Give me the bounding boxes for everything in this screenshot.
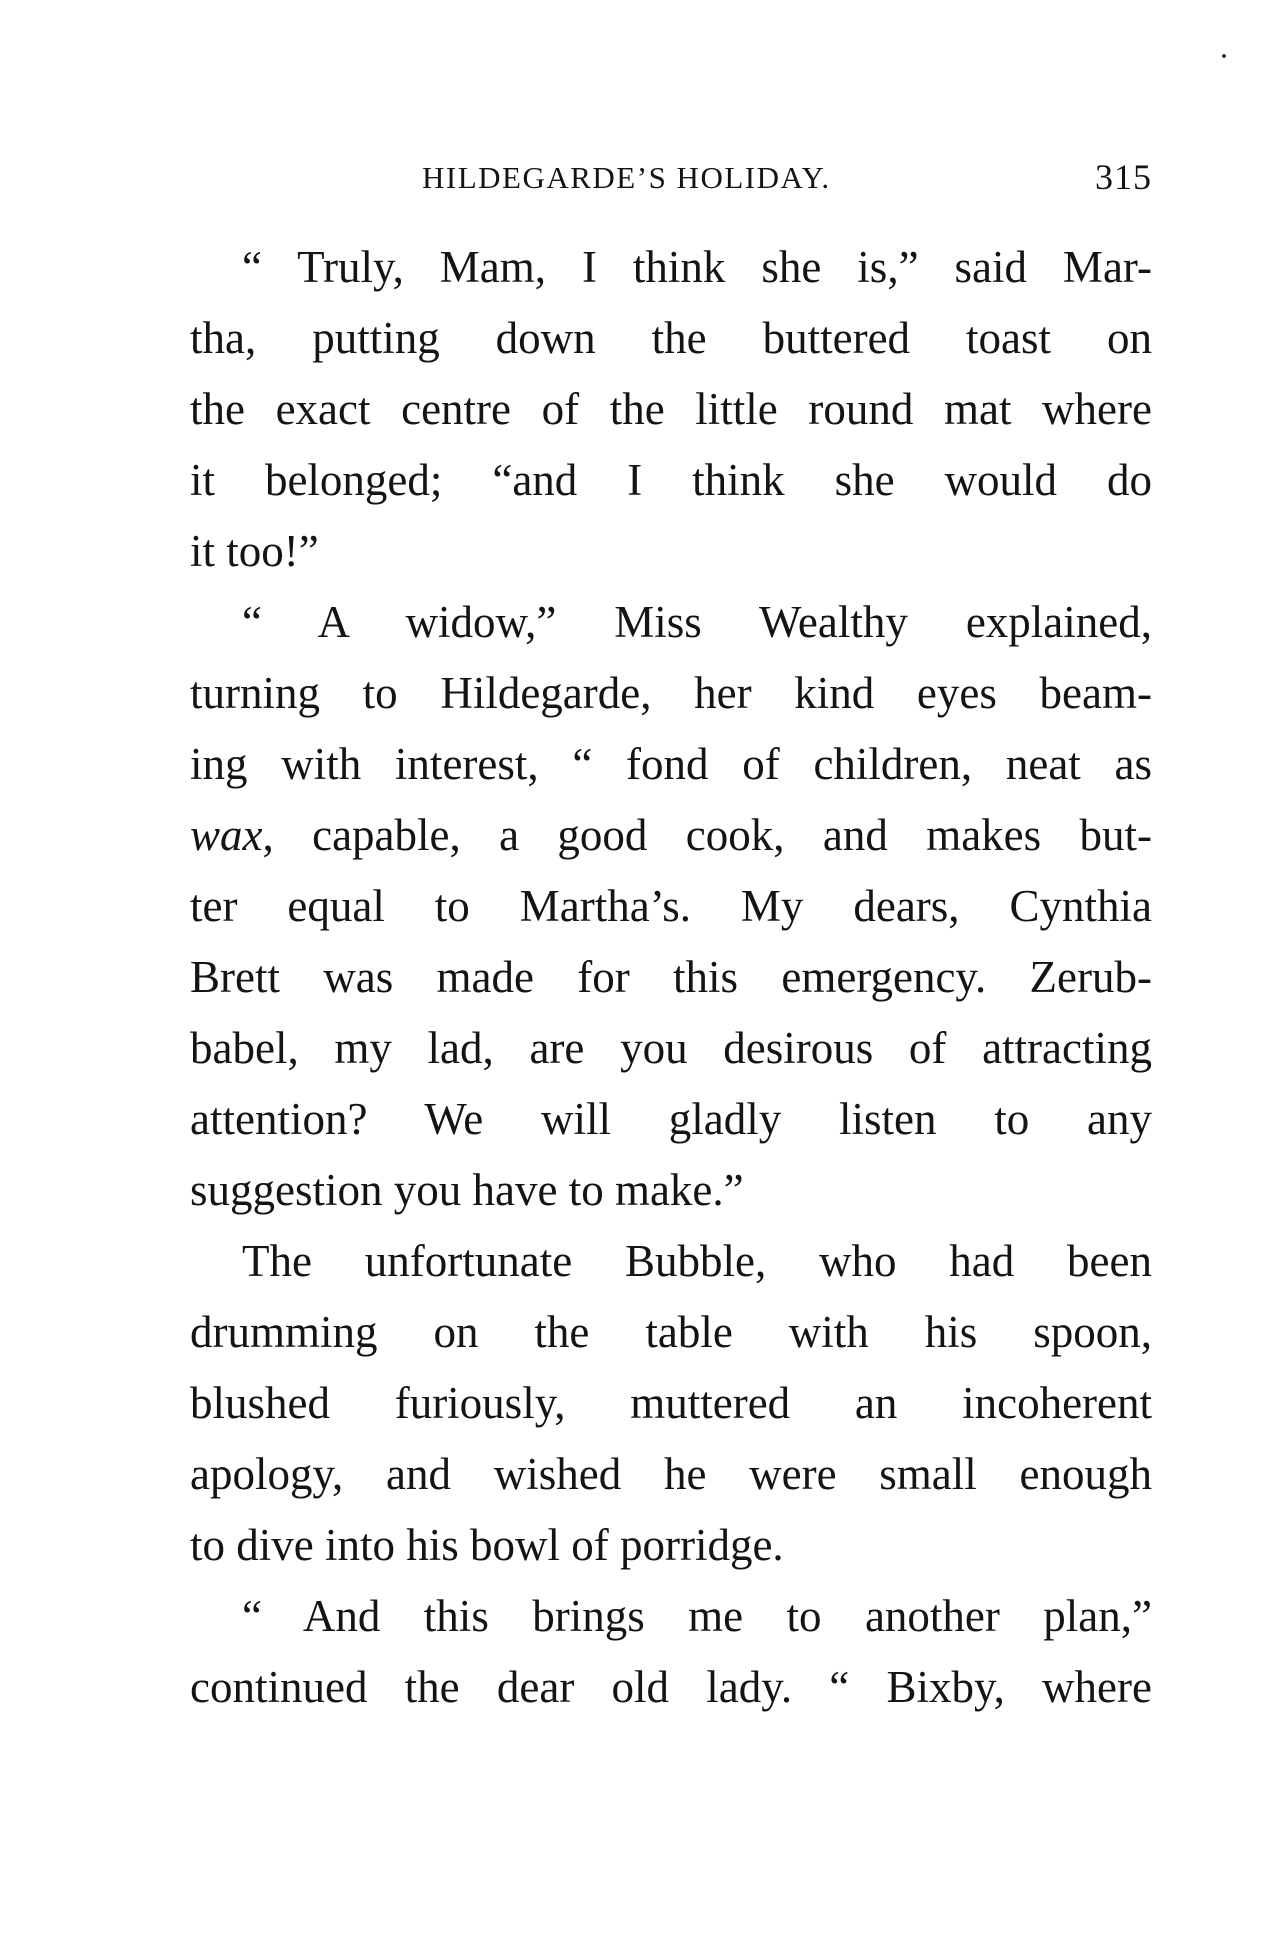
page-number: 315 (1095, 157, 1152, 197)
text-line: attention? We will gladly listen to any (190, 1094, 1152, 1144)
text-line: ing with interest, “ fond of children, neat as (190, 739, 1152, 789)
text-line: “ Truly, Mam, I think she is,” said Mar- (242, 242, 1152, 292)
italic-word: wax (190, 810, 263, 860)
text-line: apology, and wished he were small enough (190, 1449, 1152, 1499)
text-line: the exact centre of the little round mat where (190, 384, 1152, 434)
text-line: it belonged; “and I think she would do (190, 455, 1152, 505)
text-line: it too!” (190, 526, 319, 576)
text-line: to dive into his bowl of porridge. (190, 1520, 784, 1570)
text-line: “ And this brings me to another plan,” (242, 1591, 1152, 1641)
text-line: turning to Hildegarde, her kind eyes beam- (190, 668, 1152, 718)
text-line: ter equal to Martha’s. My dears, Cynthia (190, 881, 1152, 931)
text-line: blushed furiously, muttered an incoherent (190, 1378, 1152, 1428)
text-line: suggestion you have to make.” (190, 1165, 744, 1215)
text-line: wax, capable, a good cook, and makes but- (190, 810, 1152, 860)
text-line: The unfortunate Bubble, who had been (242, 1236, 1152, 1286)
text-line: “ A widow,” Miss Wealthy explained, (242, 597, 1152, 647)
running-title: HILDEGARDE’S HOLIDAY. (422, 160, 831, 195)
ink-speck (1222, 54, 1226, 58)
text-line: continued the dear old lady. “ Bixby, where (190, 1662, 1152, 1712)
page-header (190, 150, 1152, 210)
text-line: Brett was made for this emergency. Zerub- (190, 952, 1152, 1002)
text-line: babel, my lad, are you desirous of attracting (190, 1023, 1152, 1073)
text-line: drumming on the table with his spoon, (190, 1307, 1152, 1357)
body-text (190, 232, 1152, 1723)
text-line: tha, putting down the buttered toast on (190, 313, 1152, 363)
